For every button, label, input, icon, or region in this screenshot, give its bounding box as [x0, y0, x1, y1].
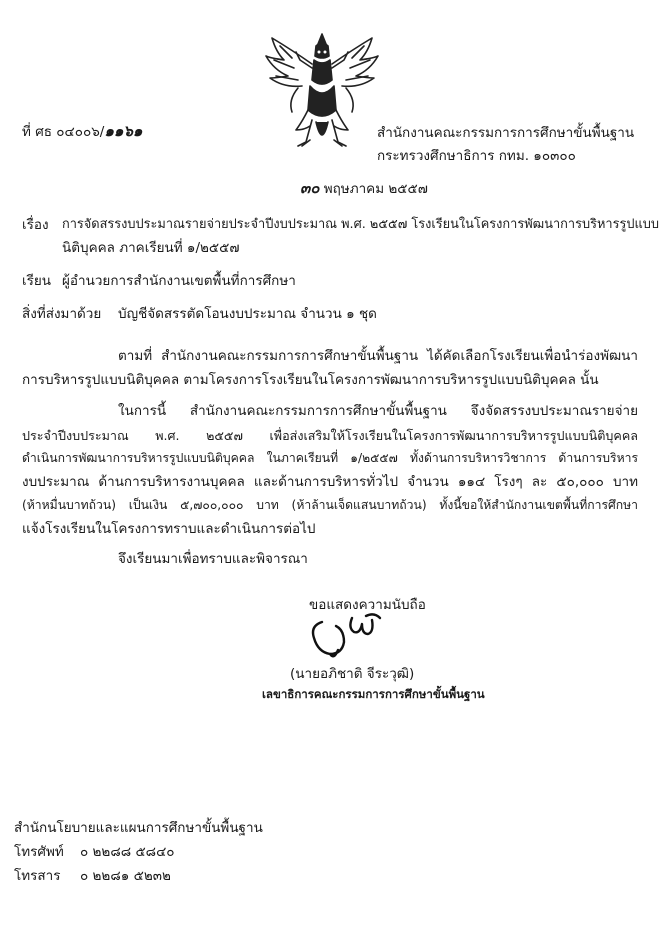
- body-paragraph-1: [22, 345, 638, 392]
- agency-name: สำนักงานคณะกรรมการการศึกษาขั้นพื้นฐาน: [377, 125, 635, 141]
- date-month-year: พฤษภาคม ๒๕๕๗: [323, 181, 428, 197]
- reference-handwritten-number: ๑๑๖๑: [104, 122, 143, 140]
- closing-request: จึงเรียนมาเพื่อทราบและพิจารณา: [118, 551, 308, 567]
- subject-line-1: การจัดสรรงบประมาณรายจ่ายประจำปีงบประมาณ พ.ศ. ๒๕๕๗ โรงเรียนในโครงการพัฒนาการบริหารรูปแบบ: [62, 217, 659, 232]
- reference-number: [22, 121, 142, 142]
- subject-label: เรื่อง: [22, 217, 49, 233]
- paragraph-line: (ห้าหมื่นบาทถ้วน) เป็นเงิน ๕,๗๐๐,๐๐๐ บาท (ห้าล้านเจ็ดแสนบาทถ้วน) ทั้งนี้ขอให้สำนักงานเขตพื้นที่การศึกษา: [22, 498, 638, 512]
- reference-prefix: ที่ ศธ ๐๔๐๐๖/: [22, 124, 105, 140]
- footer-fax-label: โทรสาร: [14, 868, 61, 884]
- signatory-name: (นายอภิชาติ จีระวุฒิ): [290, 666, 415, 682]
- subject-line-2: นิติบุคคล ภาคเรียนที่ ๑/๒๕๕๗: [62, 240, 240, 256]
- footer-fax: ๐ ๒๒๘๑ ๕๒๓๒: [80, 868, 171, 884]
- paragraph-line: ดำเนินการพัฒนาการบริหารรูปแบบนิติบุคคล ในภาคเรียนที่ ๑/๒๕๕๗ ทั้งด้านการบริหารวิชาการ ด้านการบริหาร: [22, 451, 638, 465]
- footer-phone: ๐ ๒๒๘๘ ๕๘๔๐: [80, 844, 175, 860]
- closing-regards: ขอแสดงความนับถือ: [309, 597, 426, 613]
- salutation-label: เรียน: [22, 273, 52, 289]
- footer-office: สำนักนโยบายและแผนการศึกษาขั้นพื้นฐาน: [14, 820, 263, 836]
- salutation-recipient: ผู้อำนวยการสำนักงานเขตพื้นที่การศึกษา: [62, 273, 296, 289]
- paragraph-line: ในการนี้ สำนักงานคณะกรรมการการศึกษาขั้นพื้นฐาน จึงจัดสรรงบประมาณรายจ่าย: [118, 403, 638, 419]
- footer-phone-label: โทรศัพท์: [14, 844, 64, 860]
- paragraph-line: งบประมาณ ด้านการบริหารงานบุคคล และด้านการบริหารทั่วไป จำนวน ๑๑๔ โรงๆ ละ ๕๐,๐๐๐ บาท: [22, 473, 638, 490]
- handwritten-signature: [300, 604, 400, 664]
- garuda-emblem-icon: [262, 30, 382, 152]
- paragraph-line: ประจำปีงบประมาณ พ.ศ. ๒๕๕๗ เพื่อส่งเสริมให้โรงเรียนในโครงการพัฒนาการบริหารรูปแบบนิติบุคคล: [22, 427, 638, 443]
- signatory-title: เลขาธิการคณะกรรมการการศึกษาขั้นพื้นฐาน: [262, 687, 485, 701]
- enclosure-value: บัญชีจัดสรรตัดโอนงบประมาณ จำนวน ๑ ชุด: [118, 306, 377, 322]
- letter-date: [300, 178, 428, 199]
- enclosure-label: สิ่งที่ส่งมาด้วย: [22, 306, 102, 322]
- paragraph-line: แจ้งโรงเรียนในโครงการทราบและดำเนินการต่อไป: [22, 520, 316, 537]
- date-day-handwritten: ๓๐: [300, 179, 320, 197]
- paragraph-line: ตามที่ สำนักงานคณะกรรมการการศึกษาขั้นพื้นฐาน ได้คัดเลือกโรงเรียนเพื่อนำร่องพัฒนา: [118, 348, 638, 364]
- body-paragraph-2: [22, 400, 638, 541]
- paragraph-line: การบริหารรูปแบบนิติบุคคล ตามโครงการโรงเรียนในโครงการพัฒนาการบริหารรูปแบบนิติบุคคล นั้น: [22, 371, 599, 388]
- agency-address: กระทรวงศึกษาธิการ กทม. ๑๐๓๐๐: [377, 148, 576, 164]
